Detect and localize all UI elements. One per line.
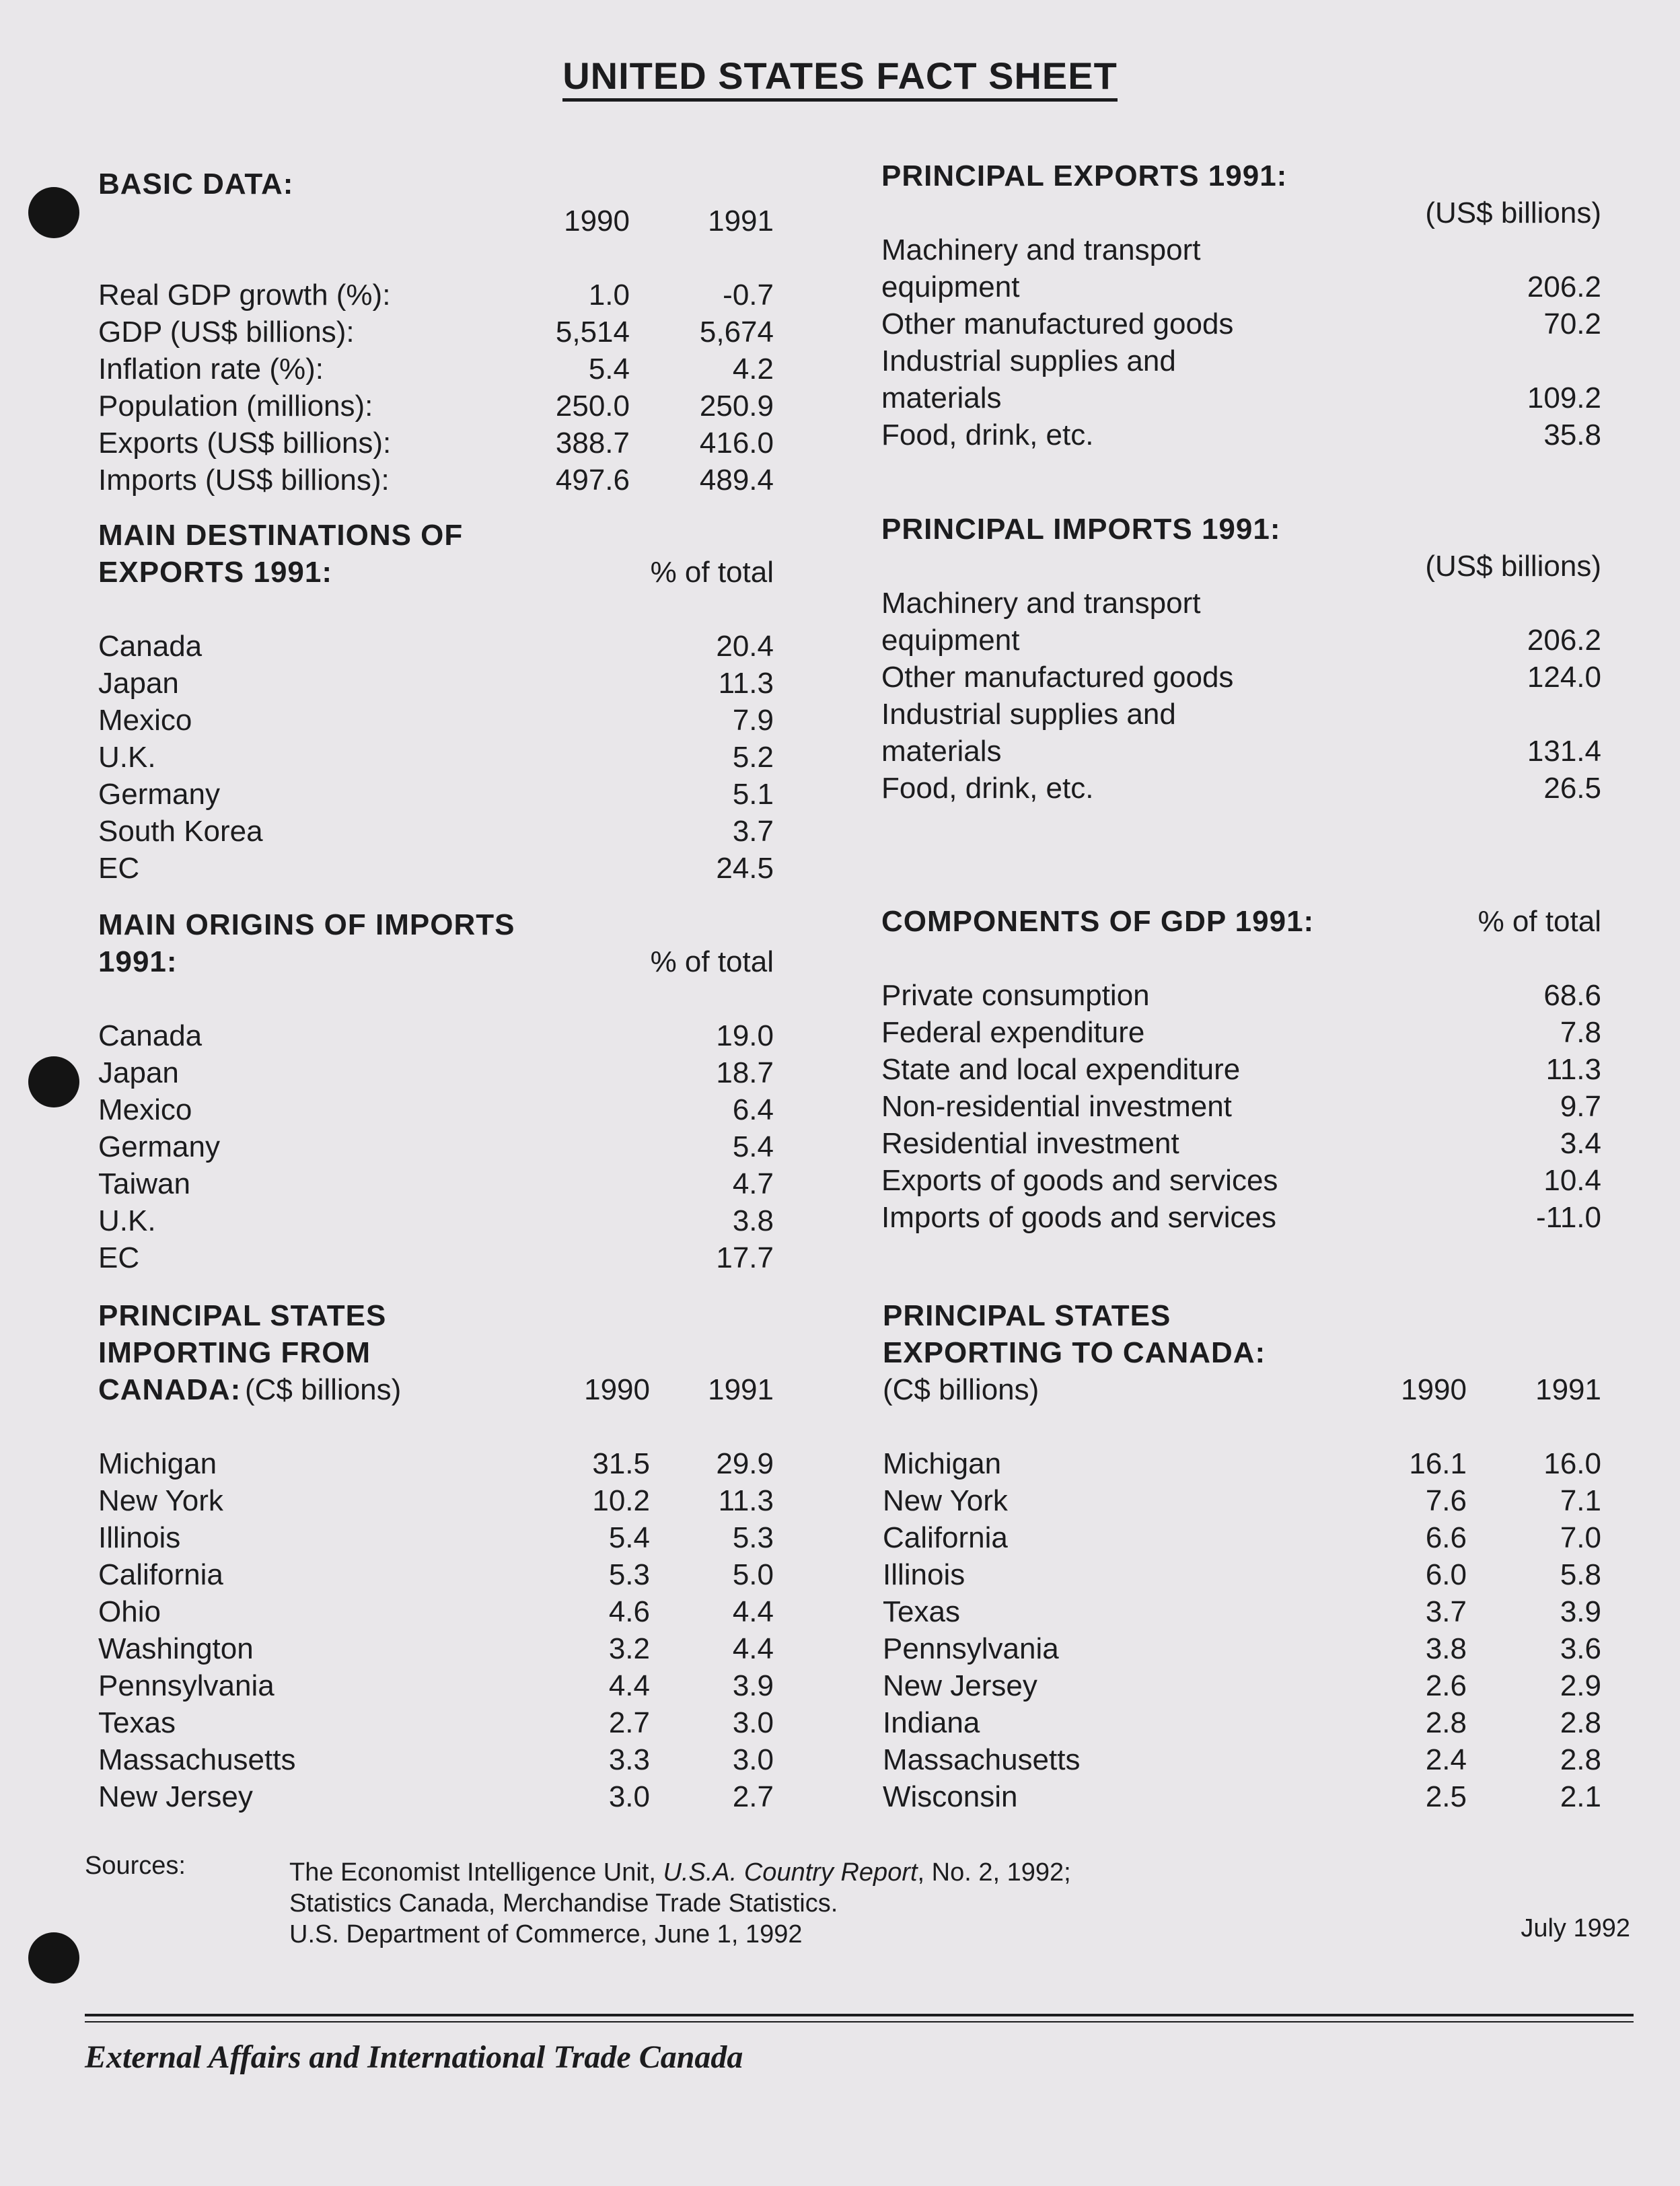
principal-imports-unit: (US$ billions) xyxy=(1425,550,1601,583)
row-label: Germany xyxy=(98,778,220,811)
list-item xyxy=(881,770,1601,807)
value-1990: 5.4 xyxy=(608,1521,650,1554)
row-label: Illinois xyxy=(98,1521,181,1554)
states-importing-heading-2: IMPORTING FROM xyxy=(98,1336,371,1369)
table-row xyxy=(883,1556,1601,1593)
row-label: U.K. xyxy=(98,741,156,774)
row-label-cont: materials xyxy=(881,735,1002,768)
row-label: Inflation rate (%): xyxy=(98,353,324,386)
export-destinations-heading-2: EXPORTS 1991: xyxy=(98,556,333,589)
col-1990: 1990 xyxy=(1401,1373,1467,1406)
row-label: State and local expenditure xyxy=(881,1053,1241,1086)
value-1990: 497.6 xyxy=(555,464,630,497)
row-value: 7.9 xyxy=(732,704,774,737)
row-value: 5.1 xyxy=(732,778,774,811)
row-label: California xyxy=(98,1558,223,1591)
row-label: Exports of goods and services xyxy=(881,1164,1278,1197)
punch-hole xyxy=(28,187,79,238)
value-1990: 5,514 xyxy=(555,316,630,349)
states-exporting-unit: (C$ billions) xyxy=(883,1373,1039,1406)
table-row xyxy=(98,462,778,499)
value-1990: 2.7 xyxy=(608,1706,650,1739)
table-row xyxy=(98,739,778,776)
col-1990: 1990 xyxy=(584,1373,650,1406)
table-row xyxy=(98,351,778,388)
row-value: 35.8 xyxy=(1543,418,1601,451)
principal-exports-section xyxy=(881,157,1601,453)
list-item xyxy=(881,305,1601,342)
value-1990: 2.6 xyxy=(1425,1669,1467,1702)
row-value: 10.4 xyxy=(1543,1164,1601,1197)
value-1991: 250.9 xyxy=(699,390,774,423)
table-row xyxy=(881,1199,1601,1236)
row-label: South Korea xyxy=(98,815,263,848)
row-label: New York xyxy=(883,1484,1008,1517)
value-1990: 6.6 xyxy=(1425,1521,1467,1554)
states-importing-heading-3: CANADA: xyxy=(98,1373,242,1406)
row-label: GDP (US$ billions): xyxy=(98,316,355,349)
states-importing-section xyxy=(98,1297,778,1815)
row-label: Massachusetts xyxy=(883,1743,1081,1776)
row-label: Wisconsin xyxy=(883,1780,1018,1813)
source-line-1: The Economist Intelligence Unit, U.S.A. Country Report, No. 2, 1992; xyxy=(289,1858,1071,1887)
basic-data-header-row xyxy=(98,203,778,240)
row-label: Illinois xyxy=(883,1558,965,1591)
row-label: Ohio xyxy=(98,1595,161,1628)
list-item xyxy=(881,342,1601,416)
row-label: Non-residential investment xyxy=(881,1090,1232,1123)
row-label: Machinery and transport xyxy=(881,587,1201,620)
row-label: Food, drink, etc. xyxy=(881,418,1094,451)
table-row xyxy=(881,977,1601,1014)
row-value: 6.4 xyxy=(732,1093,774,1126)
row-label: Other manufactured goods xyxy=(881,307,1234,340)
states-importing-heading-1: PRINCIPAL STATES xyxy=(98,1299,387,1332)
table-row xyxy=(98,1202,778,1239)
states-exporting-heading-2: EXPORTING TO CANADA: xyxy=(883,1336,1266,1369)
row-label-cont: equipment xyxy=(881,624,1020,657)
import-origins-heading-1: MAIN ORIGINS OF IMPORTS xyxy=(98,908,515,941)
value-1991: 2.8 xyxy=(1560,1706,1601,1739)
table-row xyxy=(881,1014,1601,1051)
row-label: New Jersey xyxy=(883,1669,1037,1702)
row-label: Mexico xyxy=(98,1093,192,1126)
table-row xyxy=(98,1239,778,1276)
row-value: 5.4 xyxy=(732,1130,774,1163)
list-item xyxy=(881,416,1601,453)
value-1991: 7.1 xyxy=(1560,1484,1601,1517)
table-row xyxy=(98,1165,778,1202)
value-1991: 5,674 xyxy=(699,316,774,349)
principal-exports-unit: (US$ billions) xyxy=(1425,196,1601,229)
list-item xyxy=(881,659,1601,696)
value-1990: 388.7 xyxy=(555,427,630,460)
value-1991: 5.8 xyxy=(1560,1558,1601,1591)
row-value: 109.2 xyxy=(1527,381,1601,414)
table-row xyxy=(98,1128,778,1165)
row-label: Industrial supplies and xyxy=(881,344,1176,377)
table-row xyxy=(98,1519,778,1556)
value-1990: 7.6 xyxy=(1425,1484,1467,1517)
row-value: 206.2 xyxy=(1527,624,1601,657)
table-row xyxy=(98,1054,778,1091)
table-row xyxy=(98,1741,778,1778)
value-1991: 4.4 xyxy=(732,1595,774,1628)
row-label: Food, drink, etc. xyxy=(881,772,1094,805)
row-value: 3.4 xyxy=(1560,1127,1601,1160)
row-value: 11.3 xyxy=(1545,1053,1601,1086)
row-label: Germany xyxy=(98,1130,220,1163)
value-1990: 3.0 xyxy=(608,1780,650,1813)
row-label: Private consumption xyxy=(881,979,1150,1012)
row-label: Imports (US$ billions): xyxy=(98,464,390,497)
row-label: Michigan xyxy=(98,1447,217,1480)
principal-imports-section xyxy=(881,511,1601,807)
export-destinations-unit: % of total xyxy=(650,556,774,589)
row-label: New York xyxy=(98,1484,223,1517)
table-row xyxy=(883,1482,1601,1519)
table-row xyxy=(98,1778,778,1815)
import-origins-unit: % of total xyxy=(650,945,774,978)
row-value: 7.8 xyxy=(1560,1016,1601,1049)
punch-hole xyxy=(28,1056,79,1107)
sources-list xyxy=(289,1857,1071,1950)
import-origins-section xyxy=(98,906,778,1276)
col-1990: 1990 xyxy=(564,205,630,238)
list-item xyxy=(881,585,1601,659)
value-1990: 10.2 xyxy=(592,1484,650,1517)
value-1991: 7.0 xyxy=(1560,1521,1601,1554)
gdp-components-section xyxy=(881,903,1601,1236)
table-row xyxy=(881,1088,1601,1125)
value-1991: 16.0 xyxy=(1543,1447,1601,1480)
table-row xyxy=(98,813,778,850)
gdp-components-heading: COMPONENTS OF GDP 1991: xyxy=(881,905,1315,938)
row-label-cont: equipment xyxy=(881,270,1020,303)
row-value: 18.7 xyxy=(716,1056,774,1089)
row-label: Population (millions): xyxy=(98,390,373,423)
row-value: 3.7 xyxy=(732,815,774,848)
row-label: Texas xyxy=(883,1595,960,1628)
table-row xyxy=(98,776,778,813)
table-row xyxy=(883,1741,1601,1778)
table-row xyxy=(98,1017,778,1054)
table-row xyxy=(98,1704,778,1741)
row-label: Indiana xyxy=(883,1706,980,1739)
value-1990: 3.8 xyxy=(1425,1632,1467,1665)
basic-data-heading: BASIC DATA: xyxy=(98,168,294,201)
table-row xyxy=(98,388,778,425)
table-row xyxy=(881,1162,1601,1199)
states-importing-unit: (C$ billions) xyxy=(245,1373,402,1406)
row-label: Pennsylvania xyxy=(98,1669,275,1702)
row-label: Canada xyxy=(98,1019,203,1052)
row-label: Machinery and transport xyxy=(881,233,1201,266)
value-1990: 4.4 xyxy=(608,1669,650,1702)
row-value: 24.5 xyxy=(716,852,774,885)
table-row xyxy=(883,1593,1601,1630)
value-1990: 3.3 xyxy=(608,1743,650,1776)
row-label: Massachusetts xyxy=(98,1743,296,1776)
punch-hole xyxy=(28,1932,79,1983)
col-1991: 1991 xyxy=(708,205,774,238)
row-label: Other manufactured goods xyxy=(881,661,1234,694)
col-1991: 1991 xyxy=(708,1373,774,1406)
row-label: Washington xyxy=(98,1632,254,1665)
row-value: 9.7 xyxy=(1560,1090,1601,1123)
value-1991: 3.0 xyxy=(732,1706,774,1739)
row-label: New Jersey xyxy=(98,1780,253,1813)
row-label: Exports (US$ billions): xyxy=(98,427,392,460)
table-row xyxy=(883,1519,1601,1556)
table-row xyxy=(98,850,778,887)
row-value: 206.2 xyxy=(1527,270,1601,303)
row-value: 70.2 xyxy=(1543,307,1601,340)
row-value: 131.4 xyxy=(1527,735,1601,768)
row-value: 19.0 xyxy=(716,1019,774,1052)
principal-exports-heading: PRINCIPAL EXPORTS 1991: xyxy=(881,159,1288,192)
row-label: Industrial supplies and xyxy=(881,698,1176,731)
value-1991: 11.3 xyxy=(718,1484,774,1517)
table-row xyxy=(881,1125,1601,1162)
table-row xyxy=(98,702,778,739)
value-1991: 3.9 xyxy=(1560,1595,1601,1628)
table-row xyxy=(98,1556,778,1593)
value-1990: 31.5 xyxy=(592,1447,650,1480)
value-1990: 2.5 xyxy=(1425,1780,1467,1813)
footer-rule xyxy=(85,2014,1634,2016)
export-destinations-heading-1: MAIN DESTINATIONS OF xyxy=(98,519,464,552)
value-1991: 3.6 xyxy=(1560,1632,1601,1665)
footer-organization: External Affairs and International Trade Canada xyxy=(85,2039,743,2075)
value-1990: 4.6 xyxy=(608,1595,650,1628)
row-value: 124.0 xyxy=(1527,661,1601,694)
row-value: 5.2 xyxy=(732,741,774,774)
row-label: Taiwan xyxy=(98,1167,190,1200)
value-1990: 5.4 xyxy=(588,353,630,386)
value-1990: 2.4 xyxy=(1425,1743,1467,1776)
row-label: U.K. xyxy=(98,1204,156,1237)
row-label: Japan xyxy=(98,1056,179,1089)
gdp-components-unit: % of total xyxy=(1477,905,1601,938)
row-value: 68.6 xyxy=(1543,979,1601,1012)
table-row xyxy=(98,1091,778,1128)
value-1991: 2.1 xyxy=(1560,1780,1601,1813)
table-row xyxy=(98,1593,778,1630)
row-label: Japan xyxy=(98,667,179,700)
value-1991: 3.9 xyxy=(732,1669,774,1702)
value-1991: 3.0 xyxy=(732,1743,774,1776)
table-row xyxy=(883,1667,1601,1704)
value-1991: 29.9 xyxy=(716,1447,774,1480)
document-date: July 1992 xyxy=(1521,1914,1630,1942)
table-row xyxy=(883,1630,1601,1667)
value-1991: 5.3 xyxy=(732,1521,774,1554)
table-row xyxy=(98,277,778,314)
row-label: Residential investment xyxy=(881,1127,1179,1160)
value-1991: 4.4 xyxy=(732,1632,774,1665)
footer-rule-thin xyxy=(85,2021,1634,2023)
row-label: Real GDP growth (%): xyxy=(98,279,391,312)
table-row xyxy=(98,314,778,351)
table-row xyxy=(98,1482,778,1519)
table-row xyxy=(98,665,778,702)
row-label: Pennsylvania xyxy=(883,1632,1059,1665)
value-1991: 5.0 xyxy=(732,1558,774,1591)
value-1990: 3.2 xyxy=(608,1632,650,1665)
row-value: 17.7 xyxy=(716,1241,774,1274)
table-row xyxy=(881,1051,1601,1088)
table-row xyxy=(98,1667,778,1704)
value-1990: 6.0 xyxy=(1425,1558,1467,1591)
table-row xyxy=(98,1445,778,1482)
row-label: Canada xyxy=(98,630,203,663)
table-row xyxy=(883,1445,1601,1482)
row-label: Mexico xyxy=(98,704,192,737)
source-line-2: Statistics Canada, Merchandise Trade Statistics. xyxy=(289,1889,838,1918)
states-exporting-heading-1: PRINCIPAL STATES xyxy=(883,1299,1171,1332)
value-1991: 416.0 xyxy=(699,427,774,460)
row-value: 11.3 xyxy=(718,667,774,700)
export-destinations-section xyxy=(98,517,778,887)
value-1991: 2.9 xyxy=(1560,1669,1601,1702)
list-item xyxy=(881,231,1601,305)
value-1991: 489.4 xyxy=(699,464,774,497)
value-1991: 2.8 xyxy=(1560,1743,1601,1776)
source-line-3: U.S. Department of Commerce, June 1, 1992 xyxy=(289,1920,803,1948)
value-1990: 2.8 xyxy=(1425,1706,1467,1739)
row-value: 4.7 xyxy=(732,1167,774,1200)
table-row xyxy=(98,628,778,665)
row-label: Imports of goods and services xyxy=(881,1201,1276,1234)
row-value: 20.4 xyxy=(716,630,774,663)
value-1991: 2.7 xyxy=(732,1780,774,1813)
basic-data-section xyxy=(98,166,778,499)
page-title: UNITED STATES FACT SHEET xyxy=(0,54,1680,98)
states-exporting-section xyxy=(883,1297,1601,1815)
row-label: Texas xyxy=(98,1706,176,1739)
row-label: California xyxy=(883,1521,1008,1554)
table-row xyxy=(98,1630,778,1667)
value-1990: 3.7 xyxy=(1425,1595,1467,1628)
table-row xyxy=(98,425,778,462)
value-1990: 1.0 xyxy=(588,279,630,312)
col-1991: 1991 xyxy=(1535,1373,1601,1406)
table-row xyxy=(883,1778,1601,1815)
row-label-cont: materials xyxy=(881,381,1002,414)
list-item xyxy=(881,696,1601,770)
sources-label: Sources: xyxy=(85,1852,186,1880)
import-origins-heading-2: 1991: xyxy=(98,945,178,978)
table-row xyxy=(883,1704,1601,1741)
row-value: 26.5 xyxy=(1543,772,1601,805)
value-1991: 4.2 xyxy=(732,353,774,386)
row-label: EC xyxy=(98,1241,140,1274)
row-label: Federal expenditure xyxy=(881,1016,1145,1049)
row-value: -11.0 xyxy=(1535,1201,1601,1234)
principal-imports-heading: PRINCIPAL IMPORTS 1991: xyxy=(881,513,1281,546)
value-1990: 5.3 xyxy=(608,1558,650,1591)
value-1990: 250.0 xyxy=(555,390,630,423)
value-1990: 16.1 xyxy=(1409,1447,1467,1480)
row-label: Michigan xyxy=(883,1447,1002,1480)
value-1991: -0.7 xyxy=(723,279,774,312)
row-value: 3.8 xyxy=(732,1204,774,1237)
row-label: EC xyxy=(98,852,140,885)
